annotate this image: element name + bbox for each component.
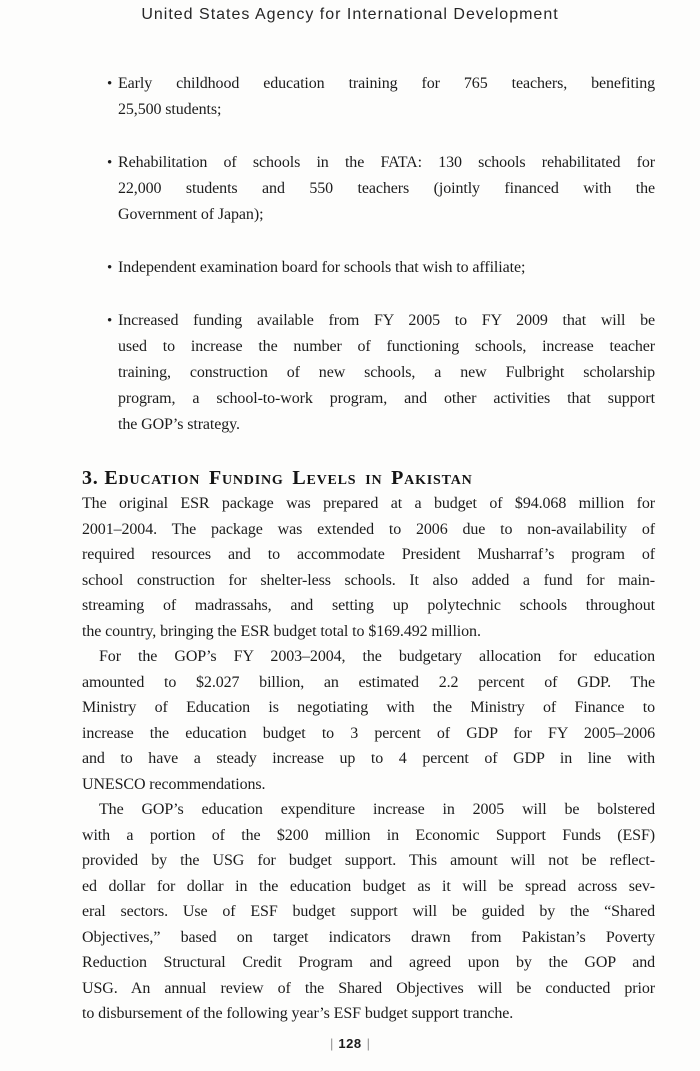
text-line: USG. An annual review of the Shared Objectives will be conducted prior	[82, 979, 655, 997]
text-line: to disbursement of the following year’s ESF budget support tranche.	[82, 1005, 514, 1022]
bullet-icon: •	[107, 76, 113, 92]
text-line: The original ESR package was prepared at a budget of $94.068 million for	[82, 495, 655, 512]
bullet-list	[82, 71, 655, 438]
paragraph	[82, 797, 655, 1027]
text-line: 22,000 students and 550 teachers (jointly financed with the	[118, 180, 655, 197]
text-line: required resources and to accommodate President Musharraf’s program of	[82, 546, 655, 563]
text-line: Reduction Structural Credit Program and agreed upon by the GOP and	[82, 954, 655, 971]
text-line: Increased funding available from FY 2005 to FY 2009 that will be	[118, 312, 655, 329]
text-line: Government of Japan);	[118, 206, 264, 223]
text-line: and to have a steady increase up to 4 percent of GDP in line with	[82, 750, 655, 767]
text-line: provided by the USG for budget support. This amount will not be reflect-	[82, 852, 655, 869]
text-line: Early childhood education training for 765 teachers, benefiting	[118, 75, 655, 92]
text-line: Ministry of Education is negotiating with the Ministry of Finance to	[82, 699, 655, 716]
text-line: the country, bringing the ESR budget total to $169.492 million.	[82, 622, 481, 640]
list-item	[107, 255, 655, 281]
heading-text: Education Funding Levels in Pakistan	[104, 467, 473, 489]
text-line: increase the education budget to 3 percent of GDP for FY 2005–2006	[82, 724, 655, 742]
page-footer	[0, 1036, 700, 1051]
bullet-icon: •	[107, 260, 113, 276]
text-line: school construction for shelter-less schools. It also added a fund for main-	[82, 571, 655, 589]
list-item	[107, 150, 655, 228]
list-item	[107, 71, 655, 123]
heading-number: 3.	[82, 467, 99, 489]
text-line: the GOP’s strategy.	[118, 416, 240, 433]
text-line: streaming of madrassahs, and setting up polytechnic schools throughout	[82, 597, 655, 614]
bullet-icon: •	[107, 313, 113, 329]
page-content	[0, 71, 700, 1027]
bullet-icon: •	[107, 155, 113, 171]
text-line: used to increase the number of functioning schools, increase teacher	[118, 338, 655, 355]
text-line: 2001–2004. The package was extended to 2006 due to non-availability of	[82, 520, 655, 538]
text-line: Rehabilitation of schools in the FATA: 130 schools rehabilitated for	[118, 154, 655, 171]
text-line: The GOP’s education expenditure increase in 2005 will be bolstered	[99, 801, 655, 818]
text-line: program, a school-to-work program, and other activities that support	[118, 390, 655, 407]
text-line: ed dollar for dollar in the education budget as it will be spread across sev-	[82, 877, 655, 895]
text-line: Independent examination board for schools that wish to affiliate;	[118, 259, 526, 276]
text-line: eral sectors. Use of ESF budget support will be guided by the “Shared	[82, 903, 655, 920]
text-line: with a portion of the $200 million in Economic Support Funds (ESF)	[82, 826, 655, 844]
section-heading	[82, 465, 655, 491]
page-number-separator: |	[366, 1036, 370, 1051]
text-line: amounted to $2.027 billion, an estimated 2.2 percent of GDP. The	[82, 673, 655, 691]
page-number: 128	[338, 1036, 362, 1051]
text-line: Objectives,” based on target indicators drawn from Pakistan’s Poverty	[82, 928, 655, 946]
page-number-separator: |	[330, 1036, 334, 1051]
text-line: training, construction of new schools, a new Fulbright scholarship	[118, 364, 655, 381]
text-line: For the GOP’s FY 2003–2004, the budgetary allocation for education	[99, 648, 655, 665]
list-item	[107, 308, 655, 438]
running-header: United States Agency for International Development	[141, 6, 559, 23]
paragraph	[82, 491, 655, 644]
text-line: 25,500 students;	[118, 101, 222, 118]
paragraph	[82, 644, 655, 797]
text-line: UNESCO recommendations.	[82, 775, 266, 793]
